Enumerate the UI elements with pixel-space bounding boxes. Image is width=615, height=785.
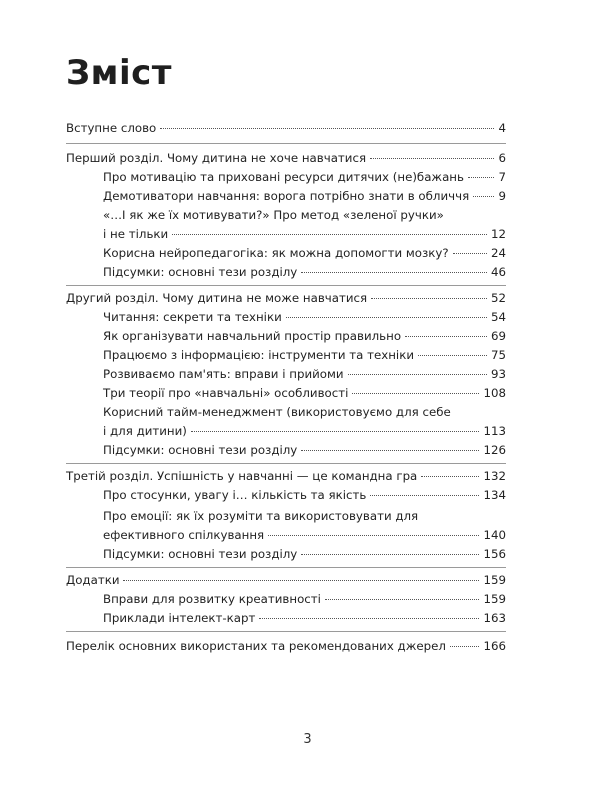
toc-entry-subsection[interactable]	[103, 168, 506, 186]
dot-leader	[160, 128, 494, 129]
dot-leader	[371, 298, 487, 299]
toc-entry-title: Підсумки: основні тези розділу	[103, 547, 298, 561]
dot-leader	[421, 476, 479, 477]
toc-entry-page: 159	[483, 592, 506, 606]
toc-entry-part-1[interactable]	[66, 149, 506, 167]
toc-entry-subsection[interactable]	[103, 365, 506, 383]
toc-entry-title: Підсумки: основні тези розділу	[103, 265, 298, 279]
dot-leader	[301, 450, 479, 451]
toc-entry-sources[interactable]	[66, 637, 506, 655]
toc-entry-page: 24	[490, 246, 506, 260]
toc-entry-subsection[interactable]	[103, 384, 506, 402]
toc-entry-subsection[interactable]	[103, 327, 506, 345]
toc-entry-part-3[interactable]	[66, 467, 506, 485]
toc-entry-title: Перелік основних використаних та рекомендованих джерел	[66, 639, 446, 653]
toc-entry-page: 166	[483, 639, 506, 653]
toc-entry-page: 9	[498, 189, 506, 203]
toc-entry-page: 156	[483, 547, 506, 561]
toc-entry-title: Три теорії про «навчальні» особливості	[103, 386, 349, 400]
toc-entry-title: Про мотивацію та приховані ресурси дитячих (не)бажань	[103, 170, 464, 184]
toc-entry-title: Вправи для розвитку креативності	[103, 592, 321, 606]
toc-entry-title: Корисна нейропедагогіка: як можна допомогти мозку?	[103, 246, 449, 260]
toc-entry-title: Як організувати навчальний простір правильно	[103, 329, 402, 343]
toc-entry-title: Розвиваємо пам'ять: вправи і прийоми	[103, 367, 344, 381]
toc-entry-subsection[interactable]	[103, 346, 506, 364]
toc-entry-page: 4	[498, 121, 506, 135]
dot-leader	[348, 374, 487, 375]
section-divider	[66, 143, 506, 144]
toc-entry-intro[interactable]	[66, 119, 506, 137]
toc-entry-title: Про стосунки, увагу і… кількість та якість	[103, 488, 367, 502]
toc-entry-page: 163	[483, 611, 506, 625]
toc-entry-subsection-line2[interactable]	[103, 526, 506, 544]
dot-leader	[286, 317, 487, 318]
dot-leader	[301, 554, 479, 555]
toc-entry-subsection-line1[interactable]	[103, 206, 506, 224]
toc-entry-page: 126	[483, 443, 506, 457]
toc-entry-title: і не тільки	[103, 227, 169, 241]
toc-entry-page: 52	[490, 291, 506, 305]
toc-entry-title: «…І як же їх мотивувати?» Про метод «зеленої ручки»	[103, 208, 444, 222]
toc-entry-title: Другий розділ. Чому дитина не може навчатися	[66, 291, 368, 305]
toc-entry-subsection[interactable]	[103, 486, 506, 504]
toc-entry-title: Корисний тайм-менеджмент (використовуємо для себе	[103, 405, 451, 419]
toc-entry-subsection[interactable]	[103, 545, 506, 563]
section-divider	[66, 567, 506, 568]
toc-entry-subsection[interactable]	[103, 308, 506, 326]
toc-entry-page: 6	[498, 151, 506, 165]
dot-leader	[473, 196, 494, 197]
toc-entry-title: Третій розділ. Успішність у навчанні — це командна гра	[66, 469, 418, 483]
toc-entry-title: Демотиватори навчання: ворога потрібно знати в обличчя	[103, 189, 470, 203]
dot-leader	[123, 580, 479, 581]
toc-entry-subsection-line2[interactable]	[103, 422, 506, 440]
dot-leader	[191, 431, 480, 432]
toc-entry-title: Приклади інтелект-карт	[103, 611, 256, 625]
toc-entry-page: 54	[490, 310, 506, 324]
dot-leader	[172, 234, 487, 235]
toc-entry-title: Читання: секрети та техніки	[103, 310, 282, 324]
toc-entry-page: 93	[490, 367, 506, 381]
toc-entry-subsection[interactable]	[103, 187, 506, 205]
toc-entry-title: ефективного спілкування	[103, 528, 265, 542]
dot-leader	[325, 599, 480, 600]
toc-entry-page: 132	[483, 469, 506, 483]
dot-leader	[468, 177, 495, 178]
toc-entry-page: 46	[490, 265, 506, 279]
dot-leader	[259, 618, 479, 619]
toc-entry-subsection[interactable]	[103, 609, 506, 627]
section-divider	[66, 285, 506, 286]
toc-entry-title: і для дитини)	[103, 424, 187, 438]
toc-entry-title: Додатки	[66, 573, 120, 587]
toc-entry-title: Підсумки: основні тези розділу	[103, 443, 298, 457]
dot-leader	[405, 336, 487, 337]
toc-entry-page: 134	[483, 488, 506, 502]
toc-entry-page: 69	[490, 329, 506, 343]
dot-leader	[453, 253, 487, 254]
dot-leader	[352, 393, 479, 394]
page-title: Зміст	[66, 53, 172, 93]
dot-leader	[450, 646, 480, 647]
toc-entry-page: 159	[483, 573, 506, 587]
toc-entry-title: Працюємо з інформацією: інструменти та техніки	[103, 348, 414, 362]
toc-entry-page: 75	[490, 348, 506, 362]
toc-entry-page: 12	[490, 227, 506, 241]
dot-leader	[370, 158, 494, 159]
toc-entry-page: 108	[483, 386, 506, 400]
toc-entry-page: 113	[483, 424, 506, 438]
toc-entry-subsection[interactable]	[103, 244, 506, 262]
dot-leader	[370, 495, 479, 496]
toc-entry-subsection-line1[interactable]	[103, 403, 506, 421]
toc-entry-subsection[interactable]	[103, 441, 506, 459]
toc-entry-title: Про емоції: як їх розуміти та використовувати для	[103, 509, 419, 523]
dot-leader	[301, 272, 487, 273]
toc-entry-title: Вступне слово	[66, 121, 157, 135]
toc-entry-subsection[interactable]	[103, 263, 506, 281]
toc-entry-page: 140	[483, 528, 506, 542]
toc-entry-appendices[interactable]	[66, 571, 506, 589]
section-divider	[66, 463, 506, 464]
page-number: 3	[303, 732, 312, 747]
toc-entry-subsection-line1[interactable]	[103, 507, 506, 525]
dot-leader	[418, 355, 487, 356]
toc-entry-title: Перший розділ. Чому дитина не хоче навчатися	[66, 151, 367, 165]
toc-entry-subsection-line2[interactable]	[103, 225, 506, 243]
section-divider	[66, 631, 506, 632]
dot-leader	[268, 535, 479, 536]
toc-entry-subsection[interactable]	[103, 590, 506, 608]
toc-entry-page: 7	[498, 170, 506, 184]
toc-entry-part-2[interactable]	[66, 289, 506, 307]
